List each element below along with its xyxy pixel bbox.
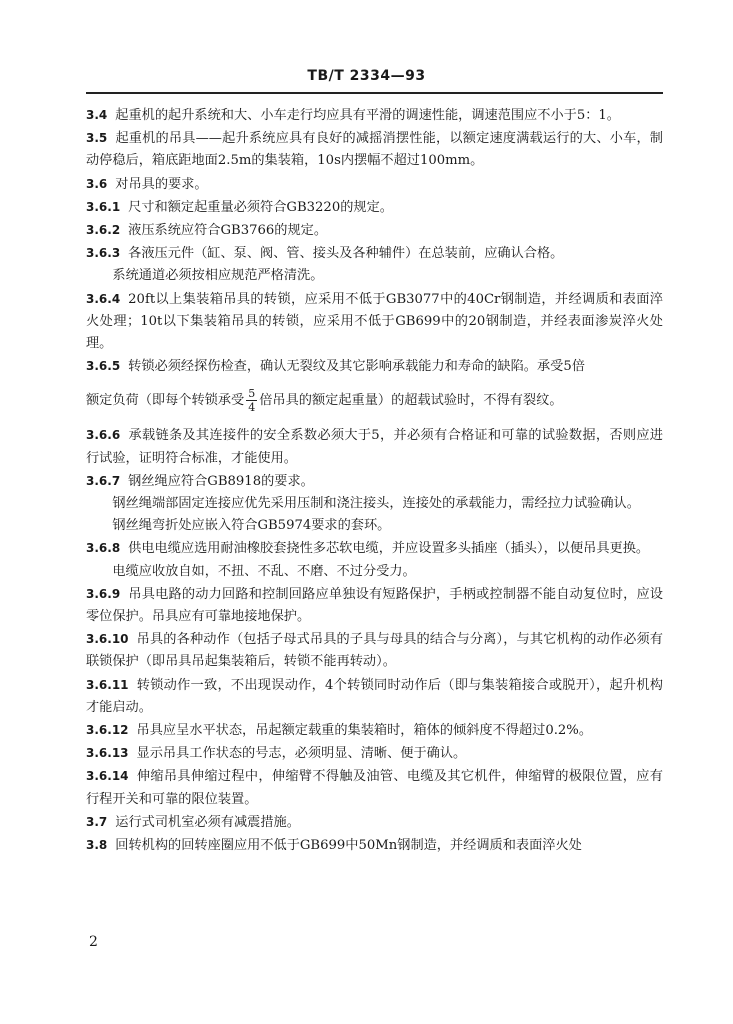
clause-3-6-7 (86, 470, 663, 493)
clause-number: 3.6.4 (86, 291, 121, 306)
clause-text: 对吊具的要求。 (115, 176, 208, 192)
clause-3-8 (86, 834, 663, 857)
clause-number: 3.6.2 (86, 223, 121, 238)
clause-text: 尺寸和额定起重量必须符合GB3220的规定。 (128, 199, 393, 215)
clause-number: 3.7 (86, 814, 108, 829)
clause-3-6-7-thimble: 钢丝绳弯折处应嵌入符合GB5974要求的套环。 (112, 518, 391, 534)
clause-3-6-3 (86, 242, 663, 265)
clause-text: 回转机构的回转座圈应用不低于GB699中50Mn钢制造，并经调质和表面淬火处 (115, 838, 582, 854)
clause-number: 3.6.7 (86, 473, 121, 488)
clause-3-6-8 (86, 537, 663, 560)
clause-text: 转锁必须经探伤检查，确认无裂纹及其它影响承载能力和寿命的缺陷。承受5倍 (128, 359, 585, 375)
clause-number: 3.6.13 (86, 746, 129, 761)
clause-number: 3.6.8 (86, 541, 121, 556)
header-rule (86, 92, 663, 94)
clause-number: 3.6.14 (86, 769, 129, 784)
document-header: TB/T 2334—93 (307, 68, 426, 84)
clause-text: 吊具应呈水平状态，吊起额定载重的集装箱时，箱体的倾斜度不得超过0.2%。 (136, 723, 593, 739)
clause-number: 3.4 (86, 108, 108, 122)
clause-3-6-6 (86, 424, 663, 469)
clause-number: 3.6.12 (86, 723, 129, 738)
clause-text: 伸缩吊具伸缩过程中，伸缩臂不得触及油管、电缆及其它机件，伸缩臂的极限位置，应有行程开关和可靠的限位装置。 (86, 769, 663, 807)
clause-3-6-12 (86, 719, 663, 742)
page-number: 2 (89, 934, 98, 950)
clause-text: 起重机的起升系统和大、小车走行均应具有平滑的调速性能，调速范围应不小于5：1。 (115, 108, 620, 123)
clause-number: 3.6.3 (86, 246, 121, 261)
clause-number: 3.6.11 (86, 677, 129, 692)
clause-text: 转锁动作一致，不出现误动作，4个转锁同时动作后（即与集装箱接合或脱开），起升机构才能启动。 (86, 677, 663, 715)
document-body (86, 104, 663, 857)
clause-3-6-5 (86, 355, 663, 378)
clause-3-6-8-continued: 电缆应收放自如，不扭、不乱、不磨、不过分受力。 (112, 563, 416, 579)
clause-number: 3.6 (86, 176, 108, 191)
clause-text: 运行式司机室必须有减震措施。 (115, 814, 300, 830)
clause-number: 3.6.5 (86, 359, 121, 374)
fraction (246, 387, 257, 414)
clause-3-6 (86, 173, 663, 196)
clause-text: 吊具电路的动力回路和控制回路应单独设有短路保护，手柄或控制器不能自动复位时，应设零位保护。吊具应有可靠地接地保护。 (86, 586, 663, 625)
clause-text: 吊具的各种动作（包括子母式吊具的子具与母具的结合与分离），与其它机构的动作必须有联锁保护（即吊具吊起集装箱后，转锁不能再转动）。 (86, 632, 663, 670)
clause-number: 3.6.1 (86, 199, 121, 214)
clause-number: 3.6.10 (86, 632, 129, 647)
clause-3-6-1 (86, 196, 663, 219)
clause-text: 钢丝绳应符合GB8918的要求。 (128, 473, 314, 489)
clause-3-6-3-continued: 系统通道必须按相应规范严格清洗。 (112, 268, 324, 284)
fraction-numerator: 5 (248, 387, 256, 401)
clause-text: 供电电缆应选用耐油橡胶套挠性多芯软电缆，并应设置多头插座（插头），以便吊具更换。 (128, 541, 650, 557)
clause-text: 液压系统应符合GB3766的规定。 (128, 223, 328, 239)
clause-3-5 (86, 127, 663, 172)
clause-text: 显示吊具工作状态的号志，必须明显、清晰、便于确认。 (136, 746, 467, 762)
clause-text: 倍吊具的额定起重量）的超载试验时，不得有裂纹。 (259, 393, 563, 409)
clause-3-6-4 (86, 288, 663, 356)
clause-3-6-13 (86, 742, 663, 765)
clause-text: 承载链条及其连接件的安全系数必须大于5，并必须有合格证和可靠的试验数据，否则应进行试验，证明符合标准，才能使用。 (86, 428, 663, 466)
clause-number: 3.6.6 (86, 428, 121, 443)
clause-3-6-2 (86, 219, 663, 242)
clause-text: 20ft以上集装箱吊具的转锁，应采用不低于GB3077中的40Cr钢制造，并经调质和表面淬火处理；10t以下集装箱吊具的转锁，应采用不低于GB699中的20钢制造，并经表面渗炭淬火处理。 (86, 291, 663, 352)
clause-number: 3.5 (86, 131, 108, 146)
clause-3-6-5-formula-line (86, 386, 663, 416)
clause-3-6-14 (86, 765, 663, 810)
clause-text: 额定负荷（即每个转锁承受 (86, 393, 245, 409)
clause-3-7 (86, 811, 663, 834)
clause-3-6-11 (86, 674, 663, 719)
clause-text: 起重机的吊具——起升系统应具有良好的减摇消摆性能，以额定速度满载运行的大、小车，制动停稳后，箱底距地面2.5m的集装箱，10s内摆幅不超过100mm。 (86, 131, 663, 169)
clause-text: 各液压元件（缸、泵、阀、管、接头及各种辅件）在总装前，应确认合格。 (128, 246, 564, 262)
fraction-denominator: 4 (248, 401, 256, 415)
clause-number: 3.6.9 (86, 586, 121, 601)
clause-number: 3.8 (86, 838, 108, 853)
clause-3-6-10 (86, 628, 663, 673)
clause-3-6-9 (86, 583, 663, 628)
clause-3-6-7-rope-end: 钢丝绳端部固定连接应优先采用压制和浇注接头，连接处的承载能力，需经拉力试验确认。 (112, 496, 640, 512)
clause-3-4 (86, 104, 663, 127)
